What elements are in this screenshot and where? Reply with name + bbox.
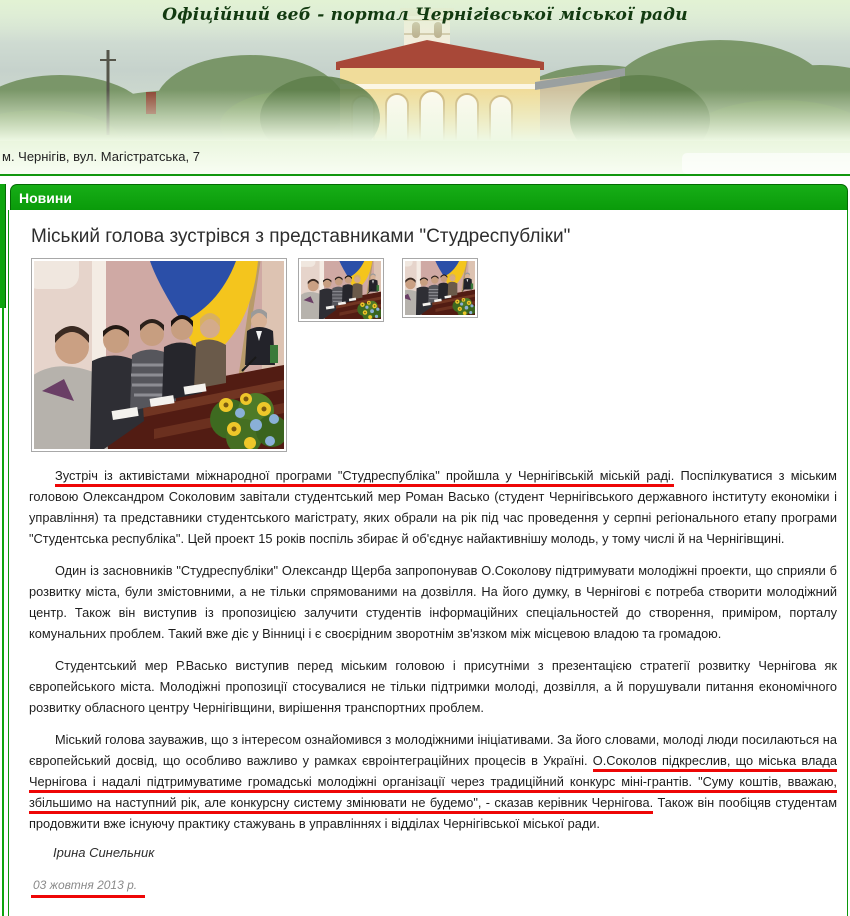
article-photo-thumb-1[interactable] [298, 258, 384, 322]
meeting-photo-icon [405, 261, 475, 315]
article-date [31, 878, 837, 892]
paragraph-4-pre: Міський голова зауважив, що з інтересом ознайомився з молодіжними ініціативами. За його словами, молоді люди посилаються на європейський досвід, що особливо важливо у рамках євроінтеграційних процесів в Україні. [29, 732, 837, 768]
news-section-header [10, 184, 848, 210]
red-underlined-text: Зустріч із активістами міжнародної програми "Студреспубліка" пройшла у Чернігівській міській раді. [55, 468, 674, 487]
address-band [0, 141, 850, 174]
red-underlined-text: О.Соколов підкреслив, що міська влада Чернігова і надалі підтримуватиме громадські молодіжні організації через традиційний конкурс міні-грантів. "Суму коштів, вважаю, збільшимо на наступний рік, але конкурсну систему змінювати не будемо", - сказав керівник Чернігова. [29, 753, 837, 814]
meeting-photo-icon [301, 261, 381, 319]
article-title: Міський голова зустрівся з представниками "Студреспубліки" [31, 226, 571, 247]
site-title: Офіційний веб - портал Чернігівської міської ради [162, 5, 688, 25]
article-author: Ірина Синельник [53, 845, 155, 860]
news-section-label: Новини [19, 190, 72, 206]
paragraph-1 [29, 465, 837, 549]
header-divider [0, 174, 850, 176]
address-text: м. Чернігів, вул. Магістратська, 7 [2, 149, 200, 164]
left-menu-sliver [0, 184, 6, 308]
paragraph-3: Студентський мер Р.Васько виступив перед міським головою і присутніми з презентацією стратегії розвитку Чернігова як європейського міста. Молодіжні пропозиції стосувалися не тільки підтримки молоді, дозвілля, а й порушували питання економічного розвитку обласного центру Чернігівщини, вирішення транспортних проблем. [29, 658, 837, 715]
article-photos [31, 258, 837, 452]
article-date-text: 03 жовтня 2013 р. [31, 878, 145, 898]
article-content-box [8, 210, 848, 916]
article-photo-thumb-2[interactable] [402, 258, 478, 318]
site-banner [0, 0, 850, 141]
header-right-panel [682, 153, 850, 174]
left-column-border [2, 308, 4, 916]
article-photo-main[interactable] [31, 258, 287, 452]
paragraph-4-post: Також він пообіцяв студентам продовжити вже існуючу практику стажувань в управліннях і відділах Чернігівської міської ради. [29, 795, 838, 831]
paragraph-2: Один із засновників "Студреспубліки" Олександр Щерба запропонував О.Соколову підтримувати молодіжні проекти, що сприяли б розвитку міста, були змістовними, а не тільки спрямованими на дозвілля. На його думку, в Чернігові є потреба створити молодіжний центр. Також він виступив із пропозицією залучити студентів інформаційних спеціальностей до створення, приміром, порталу комунальних проблем. Такий вже діє у Вінниці і є своєрідним зворотнім зв'язком між місцевою владою та громадою. [29, 563, 837, 641]
paragraph-1-rest: Поспілкуватися з міським головою Олександром Соколовим завітали студентський мер Роман Васько (студент Чернігівського державного інституту економіки і управління) та представники студентського магістрату, яких обрали на рік під час проведення у серпні регіонального етапу програми "Студентська республіка". Цей проект 15 років поспіль збирає й об'єднує найактивнішу молодь, у тому числі й на Чернігівщині. [29, 468, 837, 546]
meeting-photo-icon [34, 261, 284, 449]
paragraph-4 [29, 729, 837, 834]
